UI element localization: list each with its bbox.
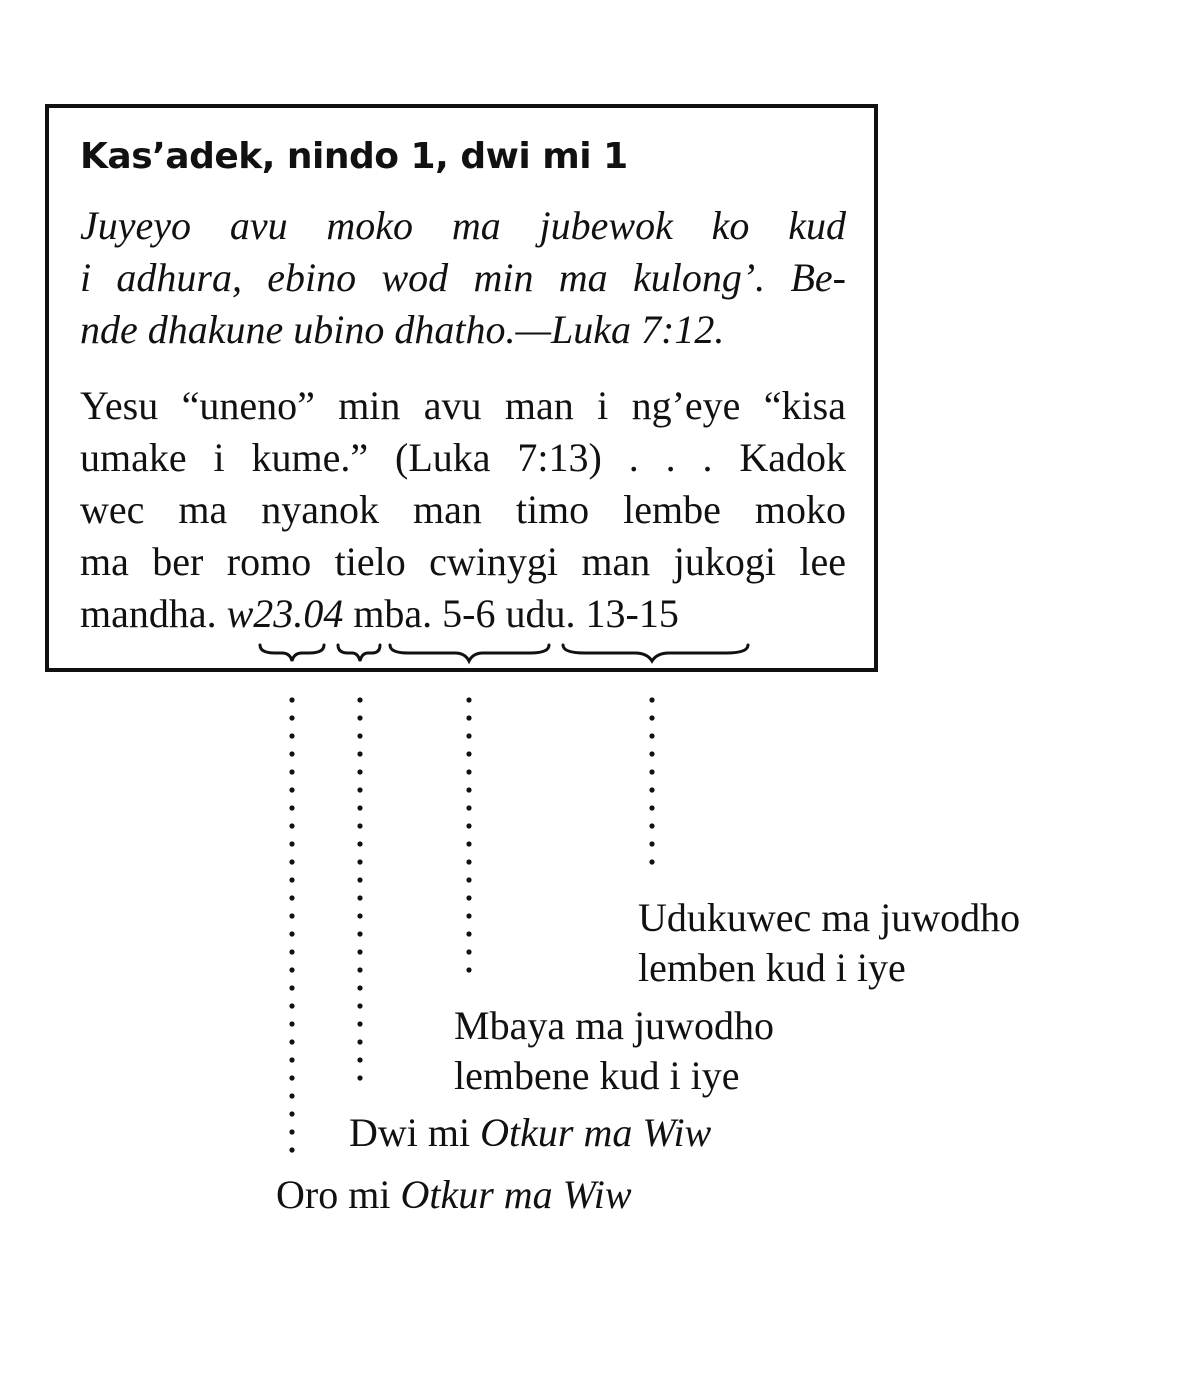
- leader-dot: [357, 967, 362, 972]
- verse-line: nde dhakune ubino dhatho.—Luka 7:12.: [80, 307, 725, 352]
- leader-dot: [466, 913, 471, 918]
- leader-dot: [289, 895, 294, 900]
- leader-dot: [289, 985, 294, 990]
- leader-dot: [289, 859, 294, 864]
- leader-dot: [357, 1039, 362, 1044]
- leader-dot: [289, 877, 294, 882]
- leader-paragraphs: [649, 697, 654, 864]
- leader-dot: [466, 931, 471, 936]
- leader-dot: [289, 1075, 294, 1080]
- reference-publication: w23: [226, 591, 294, 636]
- leader-issue: [357, 697, 362, 1080]
- leader-dot: [649, 769, 654, 774]
- leader-dot: [466, 805, 471, 810]
- leader-article: [466, 697, 471, 972]
- leader-dot: [357, 751, 362, 756]
- label-issue-text: Dwi mi: [349, 1110, 481, 1155]
- leader-dot: [649, 697, 654, 702]
- leader-dot: [289, 1021, 294, 1026]
- leader-dot: [289, 1147, 294, 1152]
- leader-dot: [289, 751, 294, 756]
- verse-line: Juyeyo avu moko ma jubewok ko kud: [80, 203, 846, 248]
- body-line: wec ma nyanok man timo lembe moko: [80, 487, 846, 532]
- reference-lead: mandha.: [80, 591, 217, 636]
- leader-dot: [357, 715, 362, 720]
- leader-dot: [649, 715, 654, 720]
- brace-paragraphs: [563, 645, 748, 661]
- leader-dot: [649, 859, 654, 864]
- leader-dot: [289, 1057, 294, 1062]
- label-paragraphs-line: lemben kud i iye: [638, 945, 906, 990]
- leader-dot: [357, 931, 362, 936]
- label-article-line: Mbaya ma juwodho: [454, 1003, 774, 1048]
- leader-dot: [357, 841, 362, 846]
- leader-dot: [289, 823, 294, 828]
- leader-dot: [466, 967, 471, 972]
- leader-dot: [357, 1021, 362, 1026]
- leader-dot: [466, 697, 471, 702]
- leader-dot: [466, 787, 471, 792]
- leader-dot: [357, 1057, 362, 1062]
- brace-publication: [260, 645, 324, 661]
- leader-dot: [649, 733, 654, 738]
- leader-dot: [357, 877, 362, 882]
- leader-dot: [289, 1129, 294, 1134]
- reference-article: mba. 5-6: [353, 591, 496, 636]
- leader-dot: [289, 949, 294, 954]
- leader-dot: [289, 769, 294, 774]
- label-issue-italic: Otkur ma Wiw: [480, 1110, 712, 1155]
- leader-dot: [357, 913, 362, 918]
- leader-dot: [649, 805, 654, 810]
- leader-dot: [466, 841, 471, 846]
- brace-article: [390, 645, 549, 661]
- leader-dot: [466, 949, 471, 954]
- leader-dot: [466, 859, 471, 864]
- leader-dot: [289, 787, 294, 792]
- label-publication-text: Oro mi: [276, 1172, 401, 1217]
- leader-dot: [649, 751, 654, 756]
- leader-dot: [466, 751, 471, 756]
- daily-text-title: Kas’adek, nindo 1, dwi mi 1: [80, 136, 628, 177]
- leader-dot: [357, 985, 362, 990]
- leader-dot: [357, 769, 362, 774]
- label-article-line: lembene kud i iye: [454, 1053, 740, 1098]
- leader-dot: [357, 859, 362, 864]
- leader-dot: [357, 1003, 362, 1008]
- label-paragraphs-line: Udukuwec ma juwodho: [638, 895, 1021, 940]
- leader-dot: [357, 1075, 362, 1080]
- leader-publication: [289, 697, 294, 1152]
- label-paragraphs: [638, 893, 1020, 993]
- leader-dot: [466, 823, 471, 828]
- body-line: umake i kume.” (Luka 7:13) . . . Kadok: [80, 435, 846, 480]
- leader-dot: [289, 1039, 294, 1044]
- leader-dot: [289, 931, 294, 936]
- body-line: ma ber romo tielo cwinygi man jukogi lee: [80, 539, 846, 584]
- leader-dot: [289, 733, 294, 738]
- leader-dot: [289, 805, 294, 810]
- leader-dot: [289, 967, 294, 972]
- leader-dot: [289, 697, 294, 702]
- label-article: [454, 1001, 774, 1101]
- leader-dot: [289, 913, 294, 918]
- leader-dot: [289, 841, 294, 846]
- leader-dot: [649, 787, 654, 792]
- leader-dot: [357, 733, 362, 738]
- leader-dot: [466, 877, 471, 882]
- reference-issue: .04: [293, 591, 344, 636]
- leader-dot: [357, 895, 362, 900]
- leader-dot: [466, 733, 471, 738]
- label-publication-italic: Otkur ma Wiw: [400, 1172, 632, 1217]
- leader-dot: [357, 697, 362, 702]
- leader-dot: [357, 787, 362, 792]
- brace-issue: [338, 645, 380, 661]
- verse-line: i adhura, ebino wod min ma kulong’. Be-: [80, 255, 846, 300]
- leader-dot: [466, 769, 471, 774]
- label-issue: [349, 1108, 711, 1158]
- leader-dot: [357, 823, 362, 828]
- leader-dot: [357, 949, 362, 954]
- leader-dot: [466, 895, 471, 900]
- leader-dot: [289, 715, 294, 720]
- leader-dot: [649, 823, 654, 828]
- leader-dot: [289, 1093, 294, 1098]
- leader-dot: [357, 805, 362, 810]
- reference-paragraphs: udu. 13-15: [505, 591, 679, 636]
- leader-dot: [649, 841, 654, 846]
- label-publication: [276, 1170, 632, 1220]
- body-line: Yesu “uneno” min avu man i ng’eye “kisa: [80, 383, 846, 428]
- leader-dot: [466, 715, 471, 720]
- leader-dot: [289, 1003, 294, 1008]
- leader-dot: [289, 1111, 294, 1116]
